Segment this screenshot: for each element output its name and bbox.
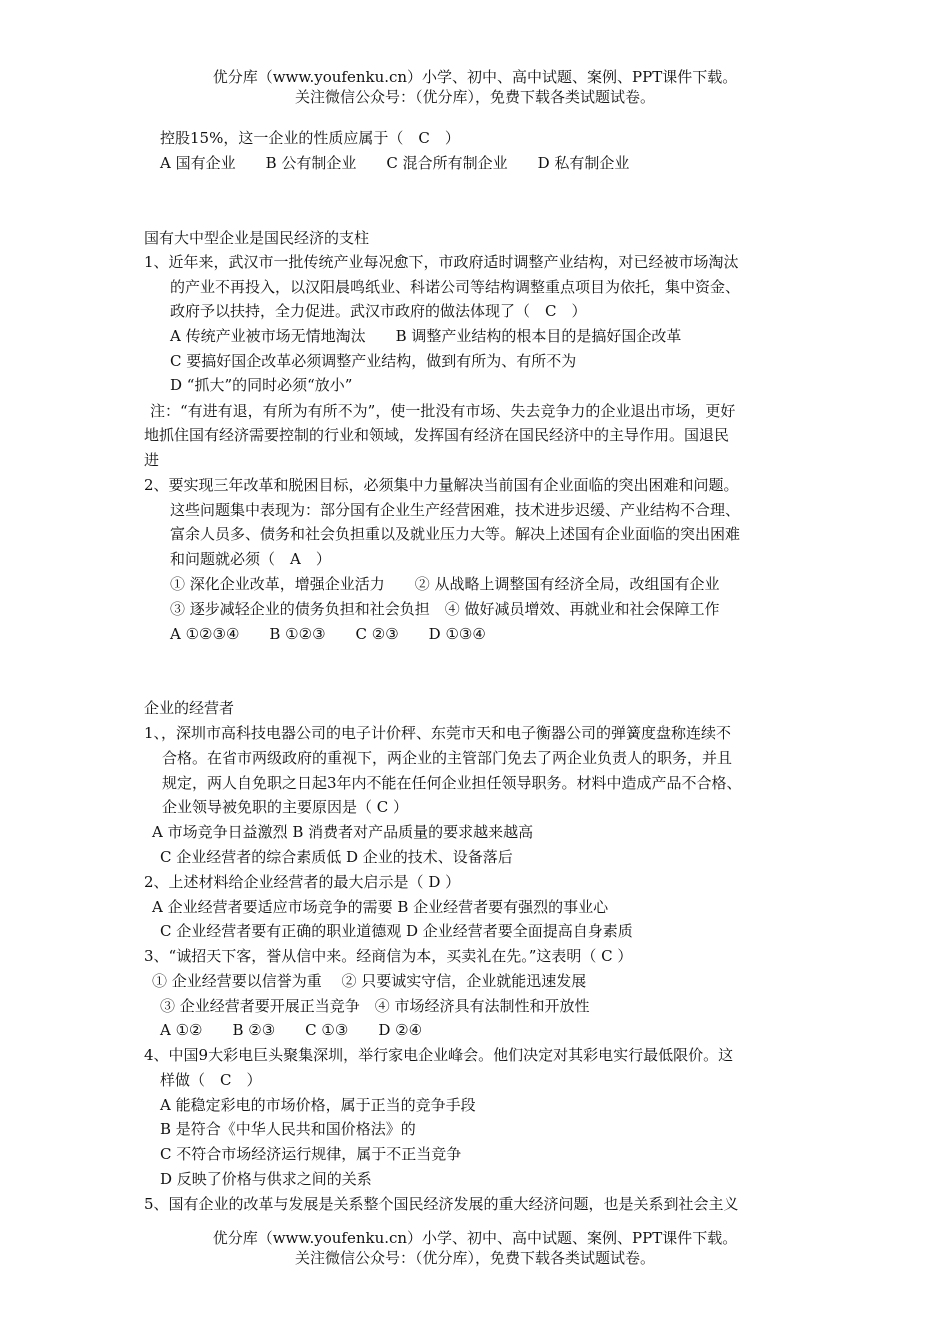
s2-q4-option-c: C 不符合市场经济运行规律，属于不正当竞争 <box>160 1145 462 1163</box>
s1-q2-line-1: 2、要实现三年改革和脱困目标，必须集中力量解决当前国有企业面临的突出困难和问题。 <box>144 476 739 494</box>
s2-q4-line-2: 样做（ C ） <box>160 1071 262 1089</box>
s2-q3-option-2: ③ 企业经营者要开展正当竞争 ④ 市场经济具有法制性和开放性 <box>160 997 590 1015</box>
q0-stem-tail: 控股15%，这一企业的性质应属于（ C ） <box>160 129 460 147</box>
s2-q4-option-d: D 反映了价格与供求之间的关系 <box>160 1170 372 1188</box>
q0-options: A 国有企业 B 公有制企业 C 混合所有制企业 D 私有制企业 <box>160 154 630 172</box>
s2-q1-line-1: 1、，深圳市高科技电器公司的电子计价秤、东莞市天和电子衡器公司的弹簧度盘称连续不 <box>144 724 732 742</box>
s1-q2-line-3: 富余人员多、债务和社会负担重以及就业压力大等。解决上述国有企业面临的突出困难 <box>170 525 741 543</box>
s2-q2-option-2: C 企业经营者要有正确的职业道德观 D 企业经营者要全面提高自身素质 <box>160 922 633 940</box>
s2-q3-line: 3、“诚招天下客，誉从信中来。经商信为本，买卖礼在先。”这表明（ C ） <box>144 947 633 965</box>
s2-q1-option-2: C 企业经营者的综合素质低 D 企业的技术、设备落后 <box>160 848 513 866</box>
s1-q1-note-1: 注：“有进有退，有所为有所不为”，使一批没有市场、失去竞争力的企业退出市场，更好 <box>150 402 736 420</box>
header-line-1: 优分库（www.youfenku.cn）小学、初中、高中试题、案例、PPT课件下载。 <box>212 68 738 86</box>
footer-line-2: 关注微信公众号：（优分库），免费下载各类试题试卷。 <box>294 1249 655 1267</box>
s2-q4-option-b: B 是符合《中华人民共和国价格法》的 <box>160 1120 416 1138</box>
s1-q2-option-2: ③ 逐步减轻企业的债务负担和社会负担 ④ 做好减员增效、再就业和社会保障工作 <box>170 600 720 618</box>
s1-q1-option-1: A 传统产业被市场无情地淘汰 B 调整产业结构的根本目的是搞好国企改革 <box>170 327 682 345</box>
s1-q1-note-3: 进 <box>144 451 160 469</box>
s2-q4-line-1: 4、中国9大彩电巨头聚集深圳，举行家电企业峰会。他们决定对其彩电实行最低限价。这 <box>144 1046 734 1064</box>
header-line-2: 关注微信公众号：（优分库），免费下载各类试题试卷。 <box>294 88 655 106</box>
s1-q1-option-2: C 要搞好国企改革必须调整产业结构，做到有所为、有所不为 <box>170 352 577 370</box>
s2-q2-option-1: A 企业经营者要适应市场竞争的需要 B 企业经营者要有强烈的事业心 <box>152 898 609 916</box>
s1-q1-line-1: 1、近年来，武汉市一批传统产业每况愈下，市政府适时调整产业结构，对已经被市场淘汰 <box>144 253 739 271</box>
s2-q5-line: 5、国有企业的改革与发展是关系整个国民经济发展的重大经济问题，也是关系到社会主义 <box>144 1195 739 1213</box>
s1-q1-line-3: 政府予以扶持，全力促进。武汉市政府的做法体现了（ C ） <box>170 302 587 320</box>
s2-q1-option-1: A 市场竞争日益激烈 B 消费者对产品质量的要求越来越高 <box>152 823 534 841</box>
s2-q1-line-3: 规定，两人自免职之日起3年内不能在任何企业担任领导职务。材料中造成产品不合格、 <box>162 774 742 792</box>
s1-q2-answers: A ①②③④ B ①②③ C ②③ D ①③④ <box>170 625 486 643</box>
s1-q2-line-2: 这些问题集中表现为：部分国有企业生产经营困难，技术进步迟缓、产业结构不合理、 <box>170 501 741 519</box>
s2-q1-line-4: 企业领导被免职的主要原因是（ C ） <box>162 798 409 816</box>
s2-q3-option-1: ① 企业经营要以信誉为重 ② 只要诚实守信，企业就能迅速发展 <box>152 972 587 990</box>
s2-q3-answers: A ①② B ②③ C ①③ D ②④ <box>160 1021 423 1039</box>
s2-q1-line-2: 合格。在省市两级政府的重视下，两企业的主管部门免去了两企业负责人的职务，并且 <box>162 749 733 767</box>
s1-q2-line-4: 和问题就必须（ A ） <box>170 550 331 568</box>
s1-q1-note-2: 地抓住国有经济需要控制的行业和领域，发挥国有经济在国民经济中的主导作用。国退民 <box>144 426 730 444</box>
s2-q4-option-a: A 能稳定彩电的市场价格，属于正当的竞争手段 <box>160 1096 476 1114</box>
s1-q1-line-2: 的产业不再投入，以汉阳晨鸣纸业、科诺公司等结构调整重点项目为依托，集中资金、 <box>170 278 741 296</box>
section-title-state-enterprises: 国有大中型企业是国民经济的支柱 <box>144 229 370 247</box>
s2-q2-line: 2、上述材料给企业经营者的最大启示是（ D ） <box>144 873 461 891</box>
section-title-managers: 企业的经营者 <box>144 699 235 717</box>
s1-q2-option-1: ① 深化企业改革，增强企业活力 ② 从战略上调整国有经济全局，改组国有企业 <box>170 575 720 593</box>
s1-q1-option-3: D “抓大”的同时必须“放小” <box>170 376 353 394</box>
footer-line-1: 优分库（www.youfenku.cn）小学、初中、高中试题、案例、PPT课件下载。 <box>212 1229 738 1247</box>
